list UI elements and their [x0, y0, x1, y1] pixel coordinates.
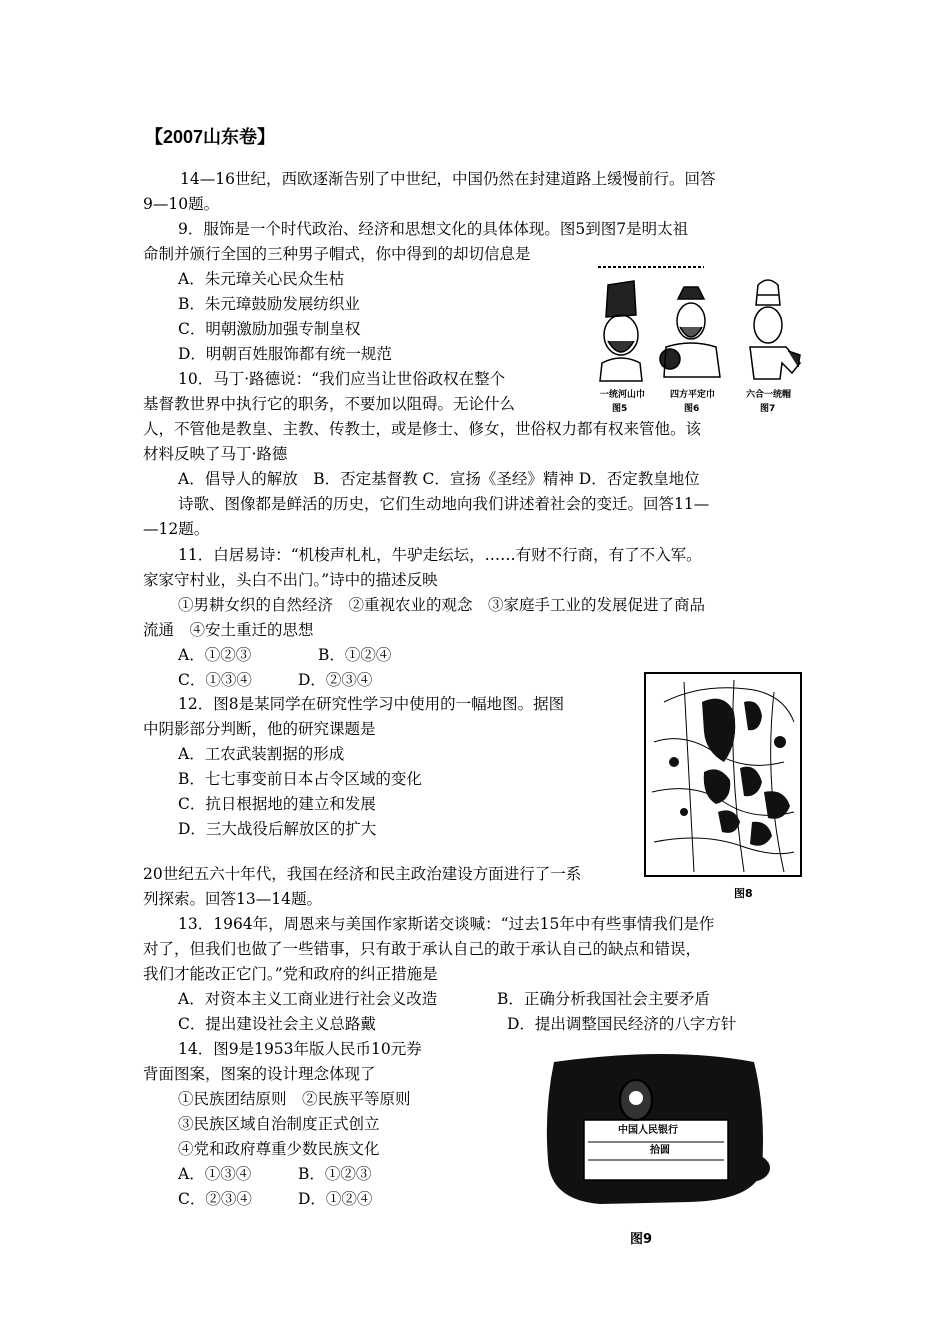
banknote-text: 拾圆	[650, 1145, 670, 1156]
question-10-stem: 材料反映了马丁·路德	[143, 445, 288, 463]
question-11-stem: ①男耕女织的自然经济 ②重视农业的观念 ③家庭手工业的发展促进了商品	[178, 596, 706, 614]
question-9-option-c: C．明朝激励加强专制皇权	[178, 320, 361, 338]
question-14-stem: 14．图9是1953年版人民币10元券	[178, 1040, 422, 1058]
intro-line: —12题。	[143, 520, 210, 538]
hat-label: 一统河山巾	[600, 390, 646, 400]
hat-label: 四方平定巾	[670, 390, 716, 400]
banknote-illustration	[540, 1050, 800, 1230]
question-9-stem: 9．服饰是一个时代政治、经济和思想文化的具体体现。图5到图7是明太祖	[178, 220, 689, 238]
question-12-option-b: B．七七事变前日本占令区域的变化	[178, 770, 422, 788]
question-12-option-a: A．工农武装割据的形成	[178, 745, 345, 763]
question-13-stem: 13．1964年，周恩来与美国作家斯诺交谈喊：“过去15年中有些事情我们是作	[178, 915, 715, 933]
question-11-stem: 11．白居易诗：“机梭声札札，牛驴走纭坛，……有财不行商，有了不入军。	[178, 546, 702, 564]
question-12-stem: 12．图8是某同学在研究性学习中使用的一幅地图。据图	[178, 695, 565, 713]
question-12-option-c: C．抗日根据地的建立和发展	[178, 795, 376, 813]
figure-hats	[594, 263, 806, 415]
question-11-option-c: C．①③④	[178, 671, 252, 689]
question-10-stem: 人，不管他是教皇、主教、传教士，或是修士、修女，世俗权力都有权来管他。该	[143, 420, 702, 438]
question-14-statement: ①民族团结原则 ②民族平等原则	[178, 1090, 411, 1108]
question-14-option-c: C．②③④	[178, 1190, 252, 1208]
question-11-option-a: A．①②③	[178, 646, 252, 664]
question-13-option-a: A．对资本主义工商业进行社会义改造	[178, 990, 438, 1008]
figure-map	[644, 672, 802, 904]
question-14-option-d: D．①②④	[298, 1190, 373, 1208]
question-11-stem: 流通 ④安土重迁的思想	[143, 621, 314, 639]
question-13-option-c: C．提出建设社会主义总路戴	[178, 1015, 376, 1033]
page-title: 【2007山东卷】	[145, 127, 276, 147]
question-9-option-a: A．朱元璋关心民众生枯	[178, 270, 345, 288]
figure-caption: 图5	[612, 404, 628, 414]
question-14-statement: ③民族区域自治制度正式创立	[178, 1115, 380, 1133]
question-10-options: A．倡导人的解放 B．否定基督教 C．宣扬《圣经》精神 D．否定教皇地位	[178, 470, 700, 488]
figure-caption: 图6	[684, 404, 700, 414]
question-14-statement: ④党和政府尊重少数民族文化	[178, 1140, 380, 1158]
figure-caption: 图8	[734, 887, 753, 900]
question-13-stem: 我们才能改正它门。”党和政府的纠正措施是	[143, 965, 438, 983]
figure-caption: 图7	[760, 404, 776, 414]
figure-banknote	[540, 1050, 800, 1255]
intro-line: 20世纪五六十年代，我国在经济和民主政治建设方面进行了一系	[143, 865, 582, 883]
intro-line: 14—16世纪，西欧逐渐告别了中世纪，中国仍然在封建道路上缓慢前行。回答	[180, 170, 716, 188]
question-10-stem: 10．马丁·路德说：“我们应当让世俗政权在整个	[178, 370, 506, 388]
question-9-option-d: D．明朝百姓服饰都有统一规范	[178, 345, 392, 363]
question-12-option-d: D．三大战役后解放区的扩大	[178, 820, 377, 838]
question-11-option-d: D．②③④	[298, 671, 373, 689]
banknote-text: 中国人民银行	[618, 1125, 678, 1136]
question-11-option-b: B．①②④	[318, 646, 392, 664]
question-13-option-d: D．提出调整国民经济的八字方针	[507, 1015, 737, 1033]
question-14-option-b: B．①②③	[298, 1165, 372, 1183]
question-10-stem: 基督教世界中执行它的职务，不要加以阻碍。无论什么	[143, 395, 516, 413]
intro-line: 列探索。回答13—14题。	[143, 890, 322, 908]
hat-figure-2	[660, 287, 720, 377]
question-13-stem: 对了，但我们也做了一些错事，只有敢于承认自己的敢于承认自己的缺点和错误，	[143, 940, 702, 958]
hat-figure-1	[600, 281, 642, 381]
intro-line: 9—10题。	[143, 195, 220, 213]
question-9-option-b: B．朱元璋鼓励发展纺织业	[178, 295, 360, 313]
question-14-stem: 背面图案，图案的设计理念体现了	[143, 1065, 376, 1083]
map-illustration	[644, 672, 802, 877]
intro-line: 诗歌、图像都是鲜活的历史，它们生动地向我们讲述着社会的变迁。回答11—	[178, 495, 710, 513]
hat-figure-3	[750, 280, 800, 379]
question-13-option-b: B．正确分析我国社会主要矛盾	[497, 990, 710, 1008]
hat-label: 六合一统帽	[746, 390, 792, 400]
question-14-option-a: A．①③④	[178, 1165, 252, 1183]
figure-caption: 图9	[630, 1232, 653, 1247]
question-11-stem: 家家守村业，头白不出门。”诗中的描述反映	[143, 571, 438, 589]
question-12-stem: 中阴影部分判断，他的研究课题是	[143, 720, 376, 738]
question-9-stem: 命制并颁行全国的三种男子帽式，你中得到的却切信息是	[143, 245, 531, 263]
